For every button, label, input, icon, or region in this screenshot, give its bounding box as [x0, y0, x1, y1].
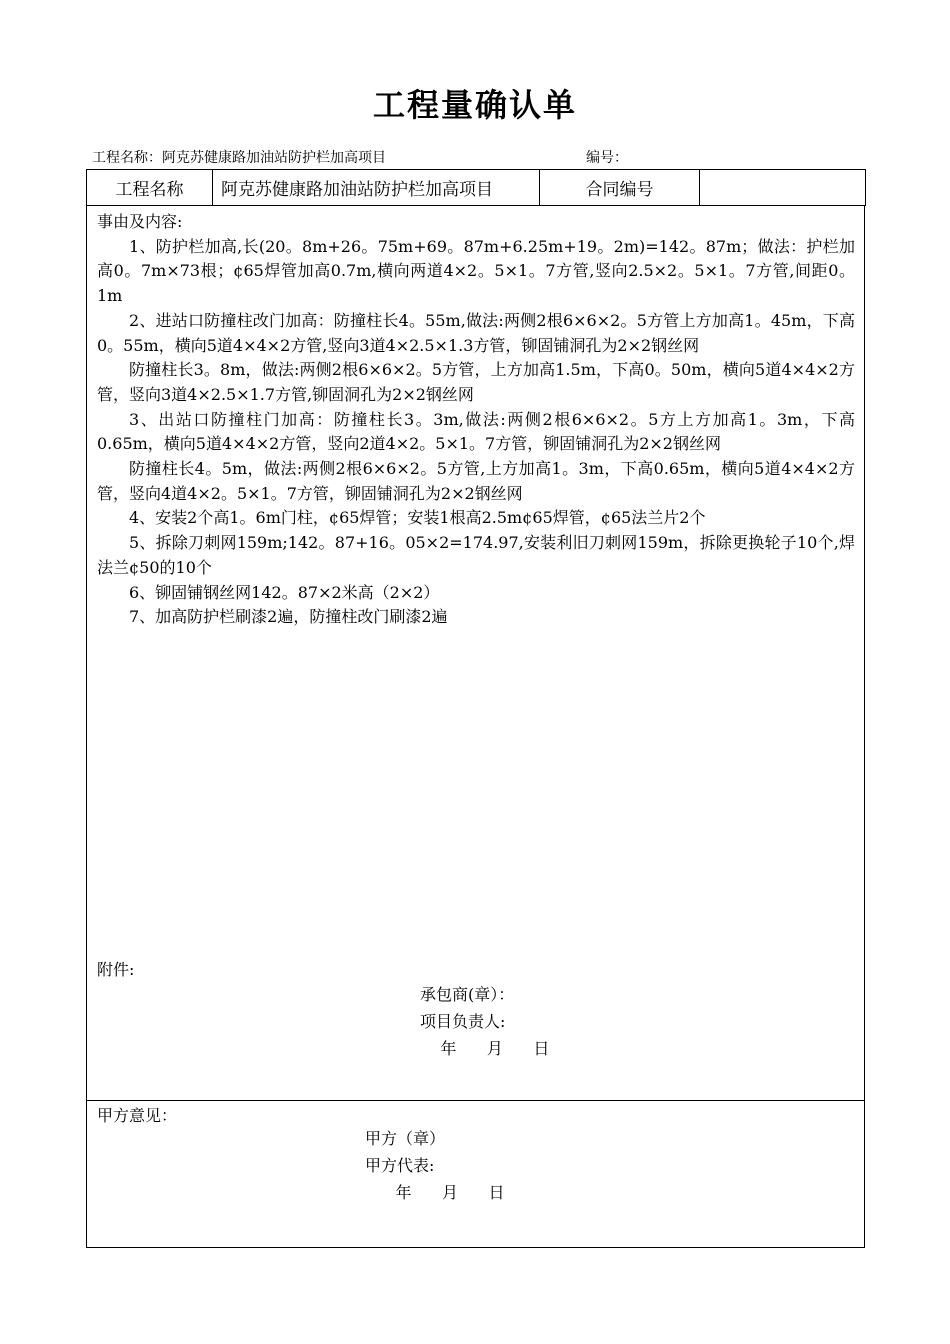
- content-item: 6、铆固铺钢丝网142。87×2米高（2×2）: [129, 582, 440, 602]
- content-item: 防撞柱长4。5m，做法:两侧2根6×6×2。5方管,上方加高1。3m，下高0.65m，横向5道4×4×2方管，竖向4道4×2。5×1。7方管，铆固铺洞孔为2×2钢丝网: [97, 459, 855, 503]
- owner-opinion-section: [86, 1100, 865, 1248]
- contractor-date-line: 年 月 日: [420, 1039, 550, 1058]
- project-manager-label: 项目负责人:: [420, 1012, 506, 1031]
- contractor-signature-block: [420, 981, 549, 1062]
- content-item: 防撞柱长3。8m，做法:两侧2根6×6×2。5方管，上方加高1.5m，下高0。50m，横向5道4×4×2方管，竖向3道4×2.5×1.7方管,铆固洞孔为2×2钢丝网: [97, 360, 855, 404]
- attachment-label: 附件:: [97, 960, 135, 979]
- owner-opinion-label: 甲方意见：: [97, 1106, 178, 1125]
- content-item: 4、安装2个高1。6m门柱，¢65焊管；安装1根高2.5m¢65焊管，¢65法兰片2个: [129, 508, 706, 528]
- owner-date-line: 年 月 日: [365, 1183, 505, 1202]
- contract-number-value: [700, 170, 866, 206]
- project-name-label: 工程名称: [87, 170, 213, 206]
- content-section: [86, 205, 865, 1101]
- content-item: 2、进站口防撞柱改门加高：防撞柱长4。55m,做法:两侧2根6×6×2。5方管上方加高1。45m，下高0。55m，横向5道4×4×2方管,竖向3道4×2.5×1.3方管，铆固铺洞孔为2×2钢丝网: [97, 310, 855, 355]
- content-item: 1、防护栏加高,长(20。8m+26。75m+69。87m+6.25m+19。2m)=142。87m；做法：护栏加高0。7m×73根；¢65焊管加高0.7m,横向两道4×2。5×1。7方管,竖向2.5×2。5×1。7方管,间距0。1m: [97, 236, 855, 306]
- content-heading: 事由及内容:: [97, 212, 183, 231]
- project-info-table: [86, 169, 866, 206]
- contract-number-label: 合同编号: [540, 170, 700, 206]
- table-row: [87, 170, 866, 206]
- header-project-name: 工程名称：阿克苏健康路加油站防护栏加高项目: [92, 150, 386, 166]
- document-title: 工程量确认单: [372, 86, 577, 124]
- contractor-seal-label: 承包商(章）：: [420, 985, 515, 1004]
- owner-signature-block: [365, 1125, 505, 1206]
- content-item: 5、拆除刀刺网159m;142。87+16。05×2=174.97,安装利旧刀刺网159m，拆除更换轮子10个,焊法兰¢50的10个: [97, 533, 855, 577]
- content-item: 3、出站口防撞柱门加高：防撞柱长3。3m,做法:两侧2根6×6×2。5方上方加高1。3m，下高0.65m，横向5道4×4×2方管，竖向2道4×2。5×1。7方管，铆固铺洞孔为2×2钢丝网: [97, 409, 855, 454]
- content-text: [97, 210, 855, 630]
- owner-representative-label: 甲方代表:: [365, 1156, 435, 1175]
- owner-seal-label: 甲方（章）: [365, 1129, 446, 1148]
- content-item: 7、加高防护栏刷漆2遍，防撞柱改门刷漆2遍: [129, 607, 448, 627]
- header-document-number: 编号：: [586, 150, 628, 166]
- project-name-value: 阿克苏健康路加油站防护栏加高项目: [213, 170, 540, 206]
